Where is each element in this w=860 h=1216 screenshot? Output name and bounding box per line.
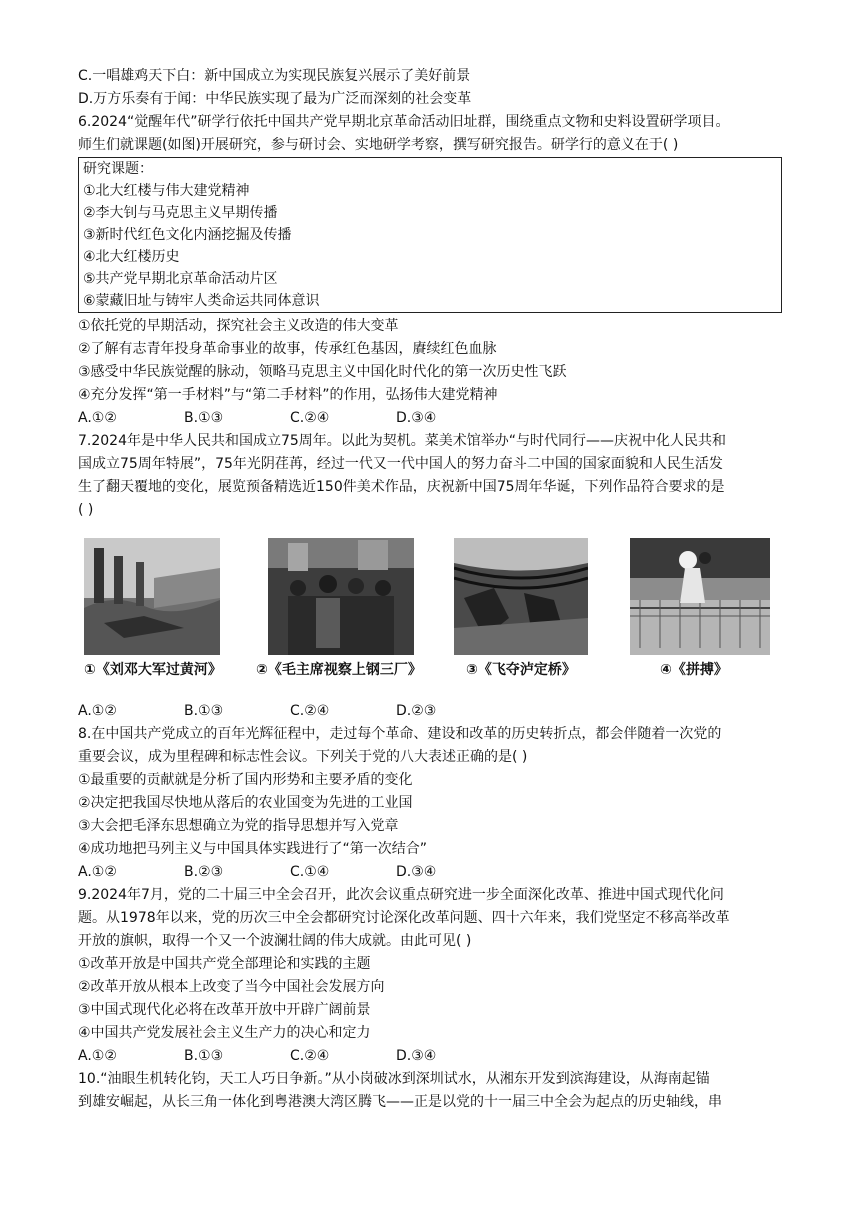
topic-item: ③新时代红色文化内涵挖掘及传播 — [83, 227, 292, 243]
artwork-liu-deng-army — [84, 538, 220, 655]
q9-stem-line-1: 9.2024年7月，党的二十届三中全会召开，此次会议重点研究进一步全面深化改革、推进中国式现代化问 — [78, 887, 724, 903]
q8-stem-line-2: 重要会议，成为里程碑和标志性会议。下列关于党的八大表述正确的是( ) — [78, 749, 528, 765]
q9-statement-1: ①改革开放是中国共产党全部理论和实践的主题 — [78, 956, 371, 972]
option-b[interactable]: B.①③ — [184, 410, 224, 426]
option-b[interactable]: B.②③ — [184, 864, 224, 880]
q6-stem-line-2: 师生们就课题(如图)开展研究，参与研讨会、实地研学考察，撰写研究报告。研学行的意义在于( ) — [78, 137, 679, 153]
topic-item: ①北大红楼与伟大建党精神 — [83, 183, 250, 199]
q9-statement-4: ④中国共产党发展社会主义生产力的决心和定力 — [78, 1025, 371, 1041]
q6-statement-1: ①依托党的早期活动，探究社会主义改造的伟大变革 — [78, 318, 399, 334]
q6-statement-4: ④充分发挥“第一手材料”与“第二手材料”的作用，弘扬伟大建党精神 — [78, 387, 498, 403]
option-b[interactable]: B.①③ — [184, 703, 224, 719]
artwork-pinbo — [630, 538, 770, 655]
option-c-line: C.一唱雄鸡天下白：新中国成立为实现民族复兴展示了美好前景 — [78, 68, 471, 84]
research-topics-box — [78, 157, 782, 313]
q9-statement-3: ③中国式现代化必将在改革开放中开辟广阔前景 — [78, 1002, 371, 1018]
option-a[interactable]: A.①② — [78, 864, 117, 880]
q9-stem-line-3: 开放的旗帜，取得一个又一个波澜壮阔的伟大成就。由此可见( ) — [78, 933, 472, 949]
q8-statement-4: ④成功地把马列主义与中国具体实践进行了“第一次结合” — [78, 841, 428, 857]
q8-stem-line-1: 8.在中国共产党成立的百年光辉征程中，走过每个革命、建设和改革的历史转折点，都会伴随着一次党的 — [78, 726, 722, 742]
artwork-caption-4: ④《拼搏》 — [660, 662, 728, 678]
option-b[interactable]: B.①③ — [184, 1048, 224, 1064]
q8-statement-3: ③大会把毛泽东思想确立为党的指导思想并写入党章 — [78, 818, 399, 834]
q8-statement-2: ②决定把我国尽快地从落后的农业国变为先进的工业国 — [78, 795, 413, 811]
topic-item: ②李大钊与马克思主义早期传播 — [83, 205, 278, 221]
q7-options — [78, 701, 436, 721]
topic-item: ⑥蒙藏旧址与铸牢人类命运共同体意识 — [83, 293, 320, 309]
q6-statement-3: ③感受中华民族觉醒的脉动，领略马克思主义中国化时代化的第一次历史性飞跃 — [78, 364, 567, 380]
q10-stem-line-2: 到雄安崛起，从长三角一体化到粤港澳大湾区腾飞——正是以党的十一届三中全会为起点的历史轴线，串 — [78, 1094, 722, 1110]
option-d[interactable]: D.③④ — [396, 864, 437, 880]
option-c[interactable]: C.②④ — [290, 410, 330, 426]
q10-stem-line-1: 10.“油眼生机转化钧，天工人巧日争新。”从小岗破冰到深圳试水，从湘东开发到滨海建设，从海南起锚 — [78, 1071, 710, 1087]
q7-stem-line-1: 7.2024年是中华人民共和国成立75周年。以此为契机。菜美术馆举办“与时代同行——庆祝中化人民共和 — [78, 433, 727, 449]
topic-item: ⑤共产党早期北京革命活动片区 — [83, 271, 278, 287]
artwork-caption-2: ②《毛主席视察上钢三厂》 — [256, 662, 422, 678]
artwork-caption-3: ③《飞夺泸定桥》 — [466, 662, 576, 678]
topic-item: ④北大红楼历史 — [83, 249, 180, 265]
option-c[interactable]: C.②④ — [290, 703, 330, 719]
option-d[interactable]: D.③④ — [396, 1048, 437, 1064]
q7-stem-line-3: 生了翻天覆地的变化，展览预备精选近150件美术作品，庆祝新中国75周年华诞，下列作品符合要求的是 — [78, 479, 725, 495]
option-a[interactable]: A.①② — [78, 410, 117, 426]
option-c[interactable]: C.①④ — [290, 864, 330, 880]
q8-options — [78, 862, 436, 882]
q6-stem-line-1: 6.2024“觉醒年代”研学行依托中国共产党早期北京革命活动旧址群，围绕重点文物和史料设置研学项目。 — [78, 114, 730, 130]
option-d[interactable]: D.③④ — [396, 410, 437, 426]
q7-stem-line-2: 国成立75周年特展”，75年光阴荏苒，经过一代又一代中国人的努力奋斗二中国的国家面貌和人民生活发 — [78, 456, 723, 472]
q9-options — [78, 1046, 436, 1066]
q8-statement-1: ①最重要的贡献就是分析了国内形势和主要矛盾的变化 — [78, 772, 413, 788]
option-a[interactable]: A.①② — [78, 1048, 117, 1064]
artwork-caption-1: ①《刘邓大军过黄河》 — [84, 662, 222, 678]
topic-box-title: 研究课题： — [83, 161, 153, 177]
option-a[interactable]: A.①② — [78, 703, 117, 719]
artwork-luding-bridge — [454, 538, 588, 655]
option-d[interactable]: D.②③ — [396, 703, 437, 719]
q7-stem-line-4: ( ) — [78, 502, 94, 518]
q9-statement-2: ②改革开放从根本上改变了当今中国社会发展方向 — [78, 979, 385, 995]
q9-stem-line-2: 题。从1978年以来，党的历次三中全会都研究讨论深化改革问题、四十六年来，我们党坚定不移高举改革 — [78, 910, 730, 926]
artwork-chairman-mao-steel-plant — [268, 538, 414, 655]
option-d-line: D.万方乐奏有于闻：中华民族实现了最为广泛而深刻的社会变革 — [78, 91, 472, 107]
option-c[interactable]: C.②④ — [290, 1048, 330, 1064]
q6-statement-2: ②了解有志青年投身革命事业的故事，传承红色基因，賡续红色血脉 — [78, 341, 497, 357]
q6-options — [78, 408, 436, 428]
